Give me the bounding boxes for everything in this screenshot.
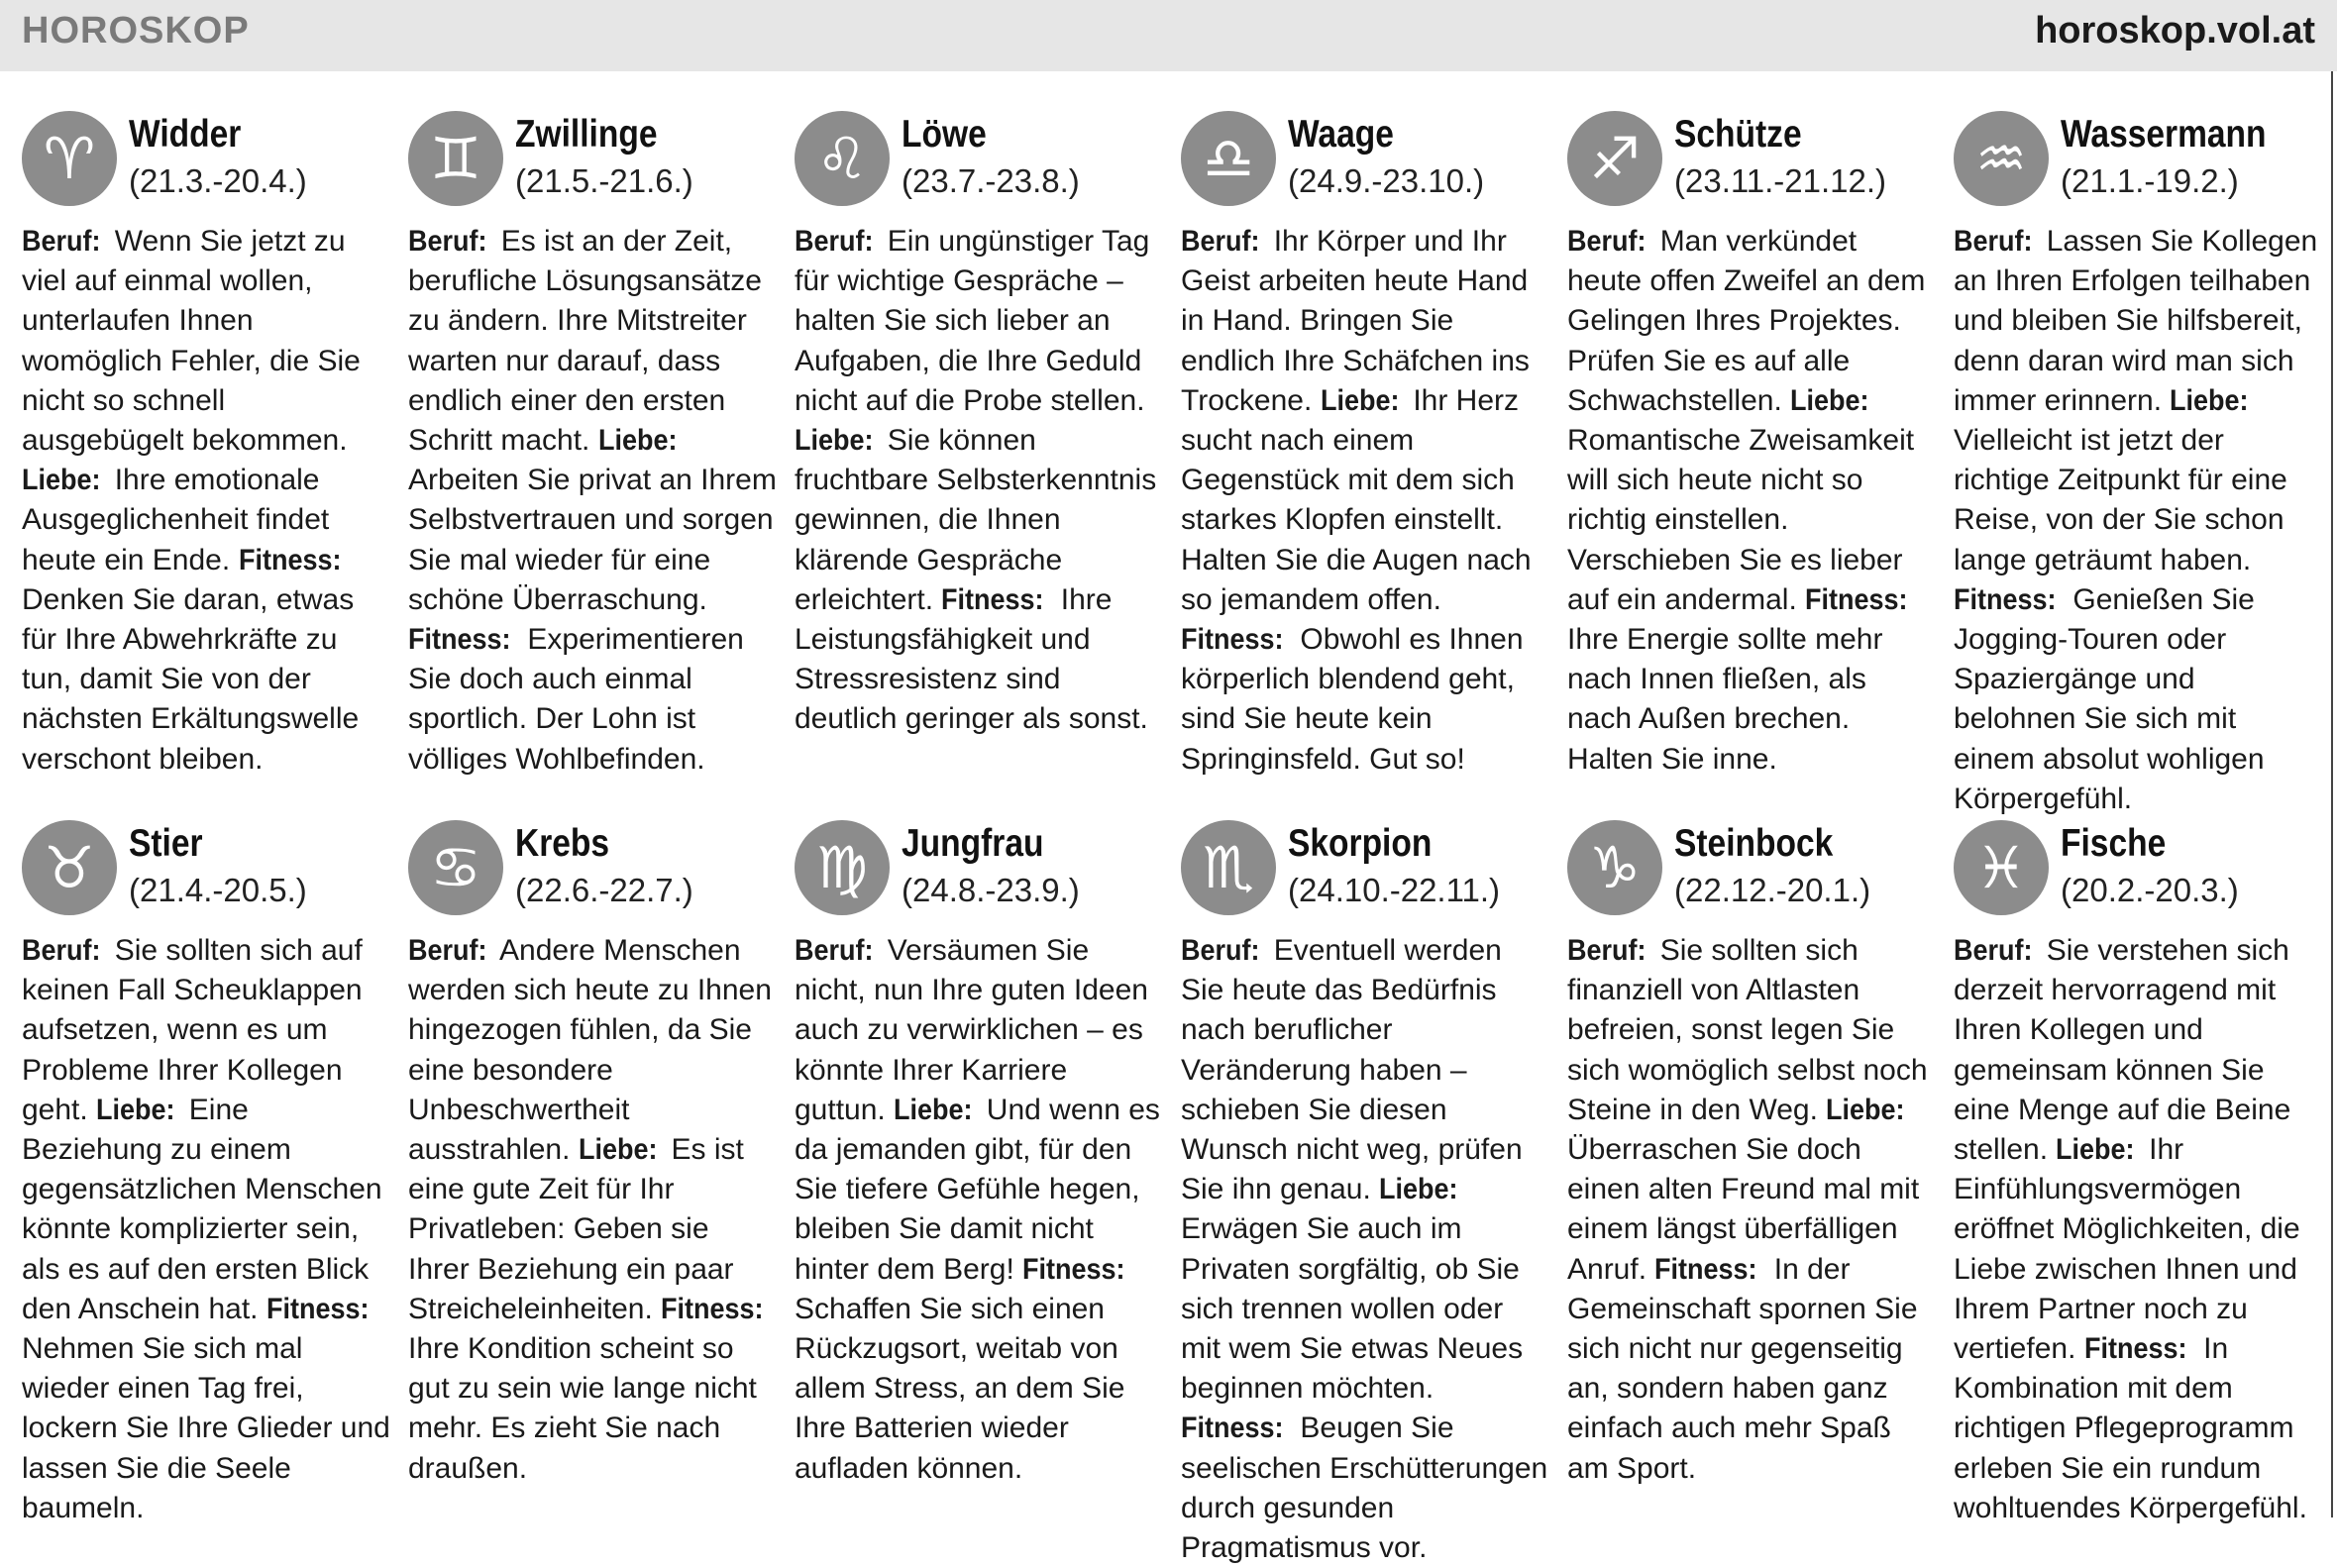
sign-header (795, 820, 1163, 927)
sign-dates: (24.10.-22.11.) (1288, 872, 1501, 908)
sign-name: Widder (129, 113, 242, 156)
sign-waage (1181, 111, 1549, 780)
sign-text (795, 931, 1163, 1489)
sign-name: Schütze (1674, 113, 1802, 156)
sign-name: Steinbock (1674, 822, 1834, 865)
fitness-text: In Kombination mit dem richtigen Pflegeprogramm erleben Sie ein rundum wohltuendes Körpergefühl. (1954, 1332, 2307, 1524)
sign-dates: (21.5.-21.6.) (515, 162, 693, 199)
sign-löwe (795, 111, 1163, 740)
beruf-text: Ihr Körper und Ihr Geist arbeiten heute Hand in Hand. Bringen Sie endlich Ihre Schäfchen ins Trockene. (1181, 225, 1530, 417)
sign-dates: (24.8.-23.9.) (902, 872, 1080, 908)
label-fitness: Fitness: (1181, 1411, 1284, 1445)
label-fitness: Fitness: (266, 1292, 370, 1325)
label-beruf: Beruf: (1954, 934, 2033, 967)
sign-header (408, 111, 777, 218)
liebe-text: Ihre emotionale Ausgeglichenheit findet heute ein Ende. (22, 464, 330, 576)
label-beruf: Beruf: (1181, 225, 1260, 258)
sign-name: Zwillinge (515, 113, 658, 156)
liebe-text: Ihr Herz sucht nach einem Gegenstück mit dem sich starkes Klopfen einstellt. Halten Sie die Augen nach so jemandem offen. (1181, 383, 1532, 616)
sign-header (795, 111, 1163, 218)
label-fitness: Fitness: (2083, 1332, 2187, 1366)
sign-skorpion (1181, 820, 1549, 1568)
label-fitness: Fitness: (1805, 582, 1908, 616)
sign-header (22, 820, 390, 927)
label-beruf: Beruf: (795, 225, 874, 258)
sign-text (408, 931, 777, 1489)
label-liebe: Liebe: (2170, 383, 2249, 417)
liebe-text: Sie können fruchtbare Selbsterkenntnis gewinnen, die Ihnen klärende Gespräche erleichtert. (795, 424, 1157, 616)
sign-dates: (23.11.-21.12.) (1674, 162, 1887, 199)
liebe-text: Vielleicht ist jetzt der richtige Zeitpunkt für eine Reise, von der Sie schon lange geträumt haben. (1954, 424, 2287, 576)
sign-wassermann (1954, 111, 2322, 819)
sign-text (22, 931, 390, 1528)
liebe-text: Arbeiten Sie privat an Ihrem Selbstvertrauen und sorgen Sie mal wieder für eine schöne Überraschung. (408, 464, 777, 616)
fitness-text: Ihre Kondition scheint so gut zu sein wie lange nicht mehr. Es zieht Sie nach draußen. (408, 1332, 757, 1485)
label-fitness: Fitness: (941, 582, 1044, 616)
sign-header (1181, 820, 1549, 927)
sign-text (408, 222, 777, 780)
beruf-text: Versäumen Sie nicht, nun Ihre guten Ideen auch zu verwirklichen – es könnte Ihrer Karriere guttun. (795, 934, 1148, 1126)
label-fitness: Fitness: (1181, 623, 1284, 657)
sign-fische (1954, 820, 2322, 1528)
sign-header (408, 820, 777, 927)
sign-header (1954, 820, 2322, 927)
beruf-text: Es ist an der Zeit, berufliche Lösungsansätze zu ändern. Ihre Mitstreiter warten nur darauf, dass endlich einer den ersten Schritt macht. (408, 225, 762, 458)
label-fitness: Fitness: (1954, 582, 2057, 616)
liebe-text: Überraschen Sie doch einen alten Freund mal mit einem längst überfälligen Anruf. (1567, 1133, 1920, 1286)
sign-dates: (20.2.-20.3.) (2061, 872, 2239, 908)
beruf-text: Sie sollten sich finanziell von Altlasten befreien, sonst legen Sie sich womöglich selbst noch Steine in den Weg. (1567, 934, 1928, 1126)
sign-header (1567, 820, 1936, 927)
fitness-text: Beugen Sie seelischen Erschütterungen durch gesunden Pragmatismus vor. (1181, 1411, 1548, 1565)
sign-header (1567, 111, 1936, 218)
fitness-text: Schaffen Sie sich einen Rückzugsort, weitab von allem Stress, an dem Sie Ihre Batterien wieder aufladen können. (795, 1292, 1125, 1485)
sign-dates: (23.7.-23.8.) (902, 162, 1080, 199)
fitness-text: Genießen Sie Jogging-Touren oder Spaziergänge und belohnen Sie sich mit einem absolut wohligen Körpergefühl. (1954, 582, 2265, 815)
sign-name: Skorpion (1288, 822, 1433, 865)
sign-schütze (1567, 111, 1936, 780)
label-liebe: Liebe: (1790, 383, 1869, 417)
water-bearer-icon: ♒ (1954, 111, 2049, 206)
label-beruf: Beruf: (408, 225, 487, 258)
fitness-text: Experimentieren Sie doch auch einmal sportlich. Der Lohn ist völliges Wohlbefinden. (408, 623, 744, 776)
fitness-text: Ihre Energie sollte mehr nach Innen fließen, als nach Außen brechen. Halten Sie inne. (1567, 623, 1883, 776)
sign-dates: (21.1.-19.2.) (2061, 162, 2239, 199)
sign-header (22, 111, 390, 218)
beruf-text: Andere Menschen werden sich heute zu Ihnen hingezogen fühlen, da Sie eine besondere Unbeschwertheit ausstrahlen. (408, 934, 772, 1167)
label-liebe: Liebe: (1320, 383, 1400, 417)
label-beruf: Beruf: (408, 934, 487, 967)
sign-text (1181, 222, 1549, 780)
label-beruf: Beruf: (22, 225, 101, 258)
section-title: HOROSKOP (22, 10, 250, 52)
scorpion-icon: ♏ (1181, 820, 1276, 915)
sign-jungfrau (795, 820, 1163, 1489)
beruf-text: Ein ungünstiger Tag für wichtige Gespräche – halten Sie sich lieber an Aufgaben, die Ihre Geduld nicht auf die Probe stellen. (795, 225, 1150, 417)
sign-text (1567, 931, 1936, 1489)
liebe-text: Und wenn es da jemanden gibt, für den Sie tiefere Gefühle hegen, bleiben Sie damit nicht hinter dem Berg! (795, 1093, 1160, 1286)
sign-name: Löwe (902, 113, 987, 156)
sign-text (795, 222, 1163, 740)
site-url[interactable]: horoskop.vol.at (2035, 10, 2315, 52)
ram-icon: ♈ (22, 111, 117, 206)
sign-dates: (22.12.-20.1.) (1674, 872, 1871, 908)
scales-icon: ♎ (1181, 111, 1276, 206)
liebe-text: Romantische Zweisamkeit will sich heute nicht so richtig einstellen. Verschieben Sie es lieber auf ein andermal. (1567, 424, 1915, 616)
twins-icon: ♊ (408, 111, 503, 206)
header-bar (0, 0, 2337, 71)
sign-text (1567, 222, 1936, 780)
sign-text (1181, 931, 1549, 1568)
label-liebe: Liebe: (2056, 1133, 2135, 1167)
beruf-text: Sie sollten sich auf keinen Fall Scheuklappen aufsetzen, wenn es um Probleme Ihrer Kollegen geht. (22, 934, 363, 1126)
label-beruf: Beruf: (1181, 934, 1260, 967)
label-liebe: Liebe: (22, 464, 101, 497)
sign-krebs (408, 820, 777, 1489)
sign-name: Stier (129, 822, 203, 865)
label-beruf: Beruf: (1567, 934, 1647, 967)
liebe-text: Ihr Einfühlungsvermögen eröffnet Möglichkeiten, die Liebe zwischen Ihnen und Ihrem Partner noch zu vertiefen. (1954, 1133, 2300, 1366)
label-fitness: Fitness: (661, 1292, 764, 1325)
label-beruf: Beruf: (795, 934, 874, 967)
sign-header (1181, 111, 1549, 218)
fish-icon: ♓ (1954, 820, 2049, 915)
label-fitness: Fitness: (1022, 1252, 1125, 1286)
label-liebe: Liebe: (578, 1133, 658, 1167)
label-fitness: Fitness: (1654, 1252, 1757, 1286)
fitness-text: Ihre Leistungsfähigkeit und Stressresistenz sind deutlich geringer als sonst. (795, 582, 1148, 736)
sign-zwillinge (408, 111, 777, 780)
fitness-text: Nehmen Sie sich mal wieder einen Tag frei, lockern Sie Ihre Glieder und lassen Sie die Seele baumeln. (22, 1332, 390, 1524)
label-liebe: Liebe: (1379, 1173, 1458, 1206)
sign-steinbock (1567, 820, 1936, 1489)
label-liebe: Liebe: (597, 424, 678, 458)
beruf-text: Sie verstehen sich derzeit hervorragend mit Ihren Kollegen und gemeinsam können Sie eine Menge auf die Beine stellen. (1954, 934, 2291, 1167)
sign-name: Wassermann (2061, 113, 2267, 156)
sign-text (1954, 222, 2322, 819)
sign-widder (22, 111, 390, 780)
sign-header (1954, 111, 2322, 218)
label-beruf: Beruf: (22, 934, 101, 967)
beruf-text: Wenn Sie jetzt zu viel auf einmal wollen, unterlaufen Ihnen womöglich Fehler, die Sie nicht so schnell ausgebügelt bekommen. (22, 225, 361, 458)
sign-dates: (21.3.-20.4.) (129, 162, 307, 199)
archer-icon: ♐ (1567, 111, 1662, 206)
beruf-text: Lassen Sie Kollegen an Ihren Erfolgen teilhaben und bleiben Sie hilfsbereit, denn daran wird man sich immer erinnern. (1954, 225, 2318, 417)
label-fitness: Fitness: (408, 623, 511, 657)
virgin-icon: ♍ (795, 820, 890, 915)
ibex-icon: ♑ (1567, 820, 1662, 915)
sign-text (1954, 931, 2322, 1528)
label-liebe: Liebe: (1826, 1093, 1905, 1126)
sign-dates: (21.4.-20.5.) (129, 872, 307, 908)
label-beruf: Beruf: (1567, 225, 1647, 258)
sign-name: Waage (1288, 113, 1394, 156)
fitness-text: In der Gemeinschaft spornen Sie sich nicht nur gegenseitig an, sondern haben ganz einfach auch mehr Spaß am Sport. (1567, 1252, 1918, 1485)
label-beruf: Beruf: (1954, 225, 2033, 258)
crab-icon: ♋ (408, 820, 503, 915)
lion-icon: ♌ (795, 111, 890, 206)
sign-stier (22, 820, 390, 1528)
fitness-text: Obwohl es Ihnen körperlich blendend geht, sind Sie heute kein Springinsfeld. Gut so! (1181, 623, 1524, 776)
liebe-text: Eine Beziehung zu einem gegensätzlichen Menschen könnte komplizierter sein, als es auf den ersten Blick den Anschein hat. (22, 1093, 382, 1325)
right-border (2331, 71, 2333, 1517)
sign-dates: (22.6.-22.7.) (515, 872, 693, 908)
bull-icon: ♉ (22, 820, 117, 915)
sign-text (22, 222, 390, 780)
sign-name: Fische (2061, 822, 2167, 865)
sign-dates: (24.9.-23.10.) (1288, 162, 1485, 199)
label-liebe: Liebe: (795, 424, 874, 458)
beruf-text: Man verkündet heute offen Zweifel an dem Gelingen Ihres Projektes. Prüfen Sie es auf alle Schwachstellen. (1567, 225, 1926, 417)
label-fitness: Fitness: (238, 543, 342, 576)
sign-name: Krebs (515, 822, 610, 865)
sign-name: Jungfrau (902, 822, 1044, 865)
beruf-text: Eventuell werden Sie heute das Bedürfnis nach beruflicher Veränderung haben – schieben Sie diesen Wunsch nicht weg, prüfen Sie ihn genau. (1181, 934, 1523, 1206)
fitness-text: Denken Sie daran, etwas für Ihre Abwehrkräfte zu tun, damit Sie von der nächsten Erkältungswelle verschont bleiben. (22, 582, 360, 776)
label-liebe: Liebe: (894, 1093, 973, 1126)
liebe-text: Erwägen Sie auch im Privaten sorgfältig, ob Sie sich trennen wollen oder mit wem Sie etwas Neues beginnen möchten. (1181, 1212, 1524, 1406)
liebe-text: Es ist eine gute Zeit für Ihr Privatleben: Geben sie Ihrer Beziehung ein paar Streicheleinheiten. (408, 1133, 744, 1325)
label-liebe: Liebe: (96, 1093, 175, 1126)
